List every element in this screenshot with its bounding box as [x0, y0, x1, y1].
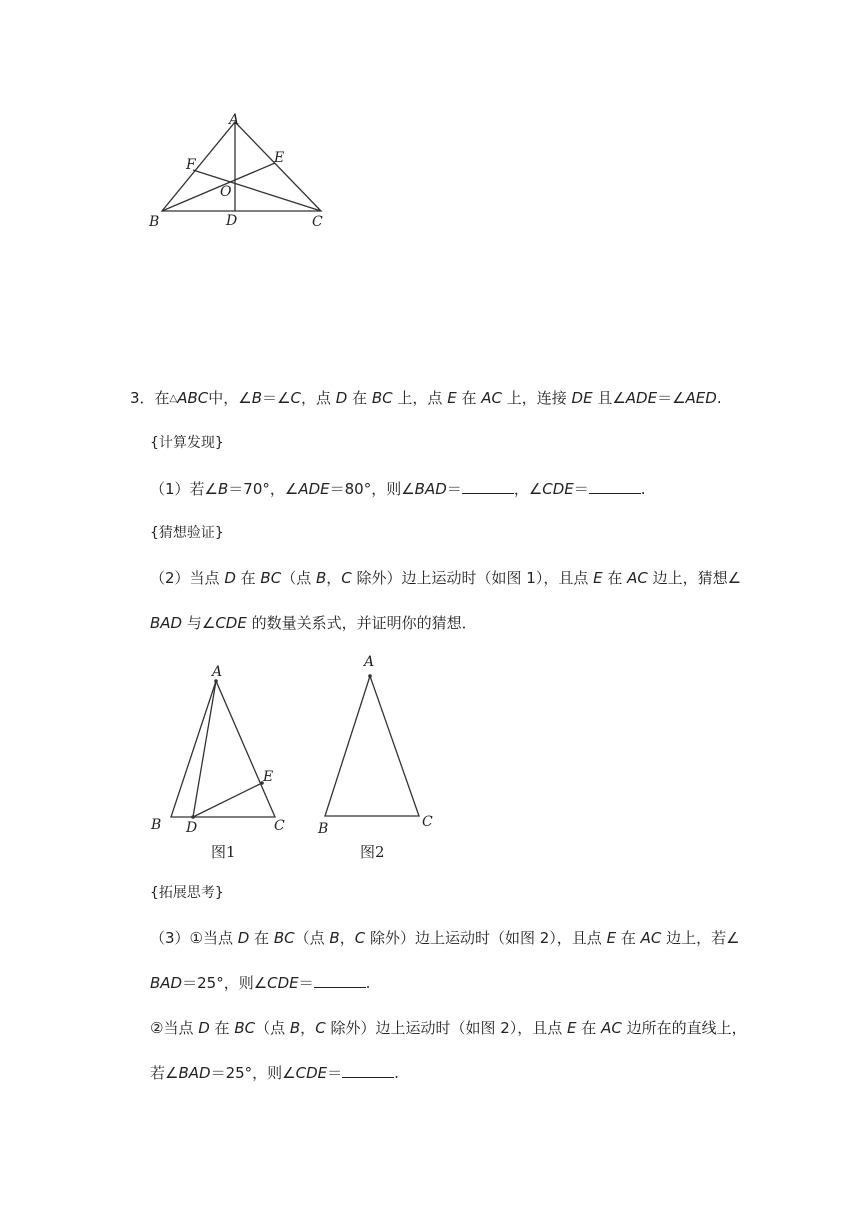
fig1-label-E: E: [263, 769, 274, 785]
fig1-label-D: D: [186, 820, 198, 836]
fig1-label-B: B: [151, 817, 162, 833]
q3-part2-line2: BAD 与∠CDE 的数量关系式，并证明你的猜想．: [150, 614, 477, 632]
section-calc: {计算发现}: [150, 435, 224, 451]
q3-part3-line1: （3）①当点 D 在 BC（点 B，C 除外）边上运动时（如图 2），且点 E 在 AC 边上，若∠: [150, 929, 740, 947]
label-E: E: [274, 150, 285, 166]
q3-part1: （1）若∠B＝70°，∠ADE＝80°，则∠BAD＝ ，∠CDE＝ .: [150, 480, 646, 498]
section-guess: {猜想验证}: [150, 525, 224, 541]
q3-intro: 3．在△ABC中，∠B＝∠C，点 D 在 BC 上，点 E 在 AC 上，连接 DE 且∠ADE＝∠AED.: [130, 389, 722, 407]
fig2-label-A: A: [364, 654, 375, 670]
q3-part3-line2: BAD＝25°，则∠CDE＝ .: [150, 974, 371, 992]
answer-blank[interactable]: [314, 973, 366, 988]
label-B: B: [149, 214, 160, 230]
label-O: O: [220, 184, 232, 200]
answer-blank[interactable]: [589, 479, 641, 494]
answer-blank[interactable]: [342, 1063, 394, 1078]
q3-part3-line4: 若∠BAD＝25°，则∠CDE＝ .: [150, 1064, 399, 1082]
fig1-label-C: C: [274, 818, 285, 834]
fig1-label-A: A: [212, 664, 223, 680]
label-C: C: [312, 214, 323, 230]
label-D: D: [226, 213, 238, 229]
section-extend: {拓展思考}: [150, 885, 224, 901]
q3-part2-line1: （2）当点 D 在 BC（点 B，C 除外）边上运动时（如图 1），且点 E 在 AC 边上，猜想∠: [150, 569, 742, 587]
fig2-caption: 图2: [360, 843, 385, 861]
q3-part3-line3: ②当点 D 在 BC（点 B，C 除外）边上运动时（如图 2），且点 E 在 AC 边所在的直线上，: [150, 1019, 747, 1037]
fig2-label-C: C: [422, 814, 433, 830]
label-F: F: [186, 157, 196, 173]
fig2-label-B: B: [318, 821, 329, 837]
fig1-caption: 图1: [211, 843, 236, 861]
label-A: A: [229, 112, 240, 128]
answer-blank[interactable]: [462, 479, 514, 494]
